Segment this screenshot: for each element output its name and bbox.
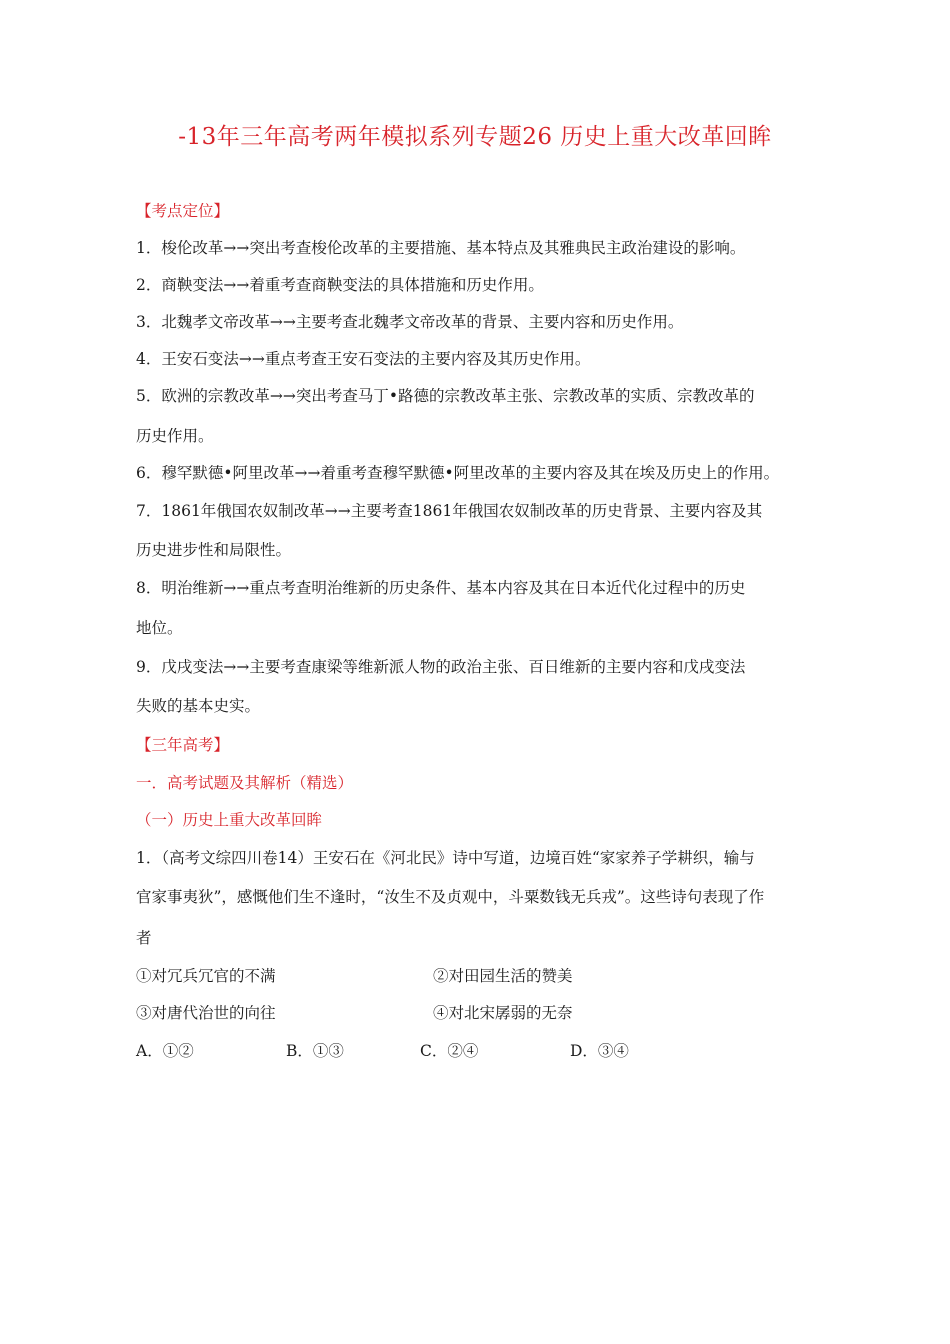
exam-point-line: 7．1861年俄国农奴制改革→→主要考查1861年俄国农奴制改革的历史背景、主要内容及其 [136, 502, 763, 520]
exam-point-line: 失败的基本史实。 [136, 697, 261, 715]
question-text-line: 1．（高考文综四川卷14）王安石在《河北民》诗中写道，边境百姓“家家养子学耕织，输与 [136, 849, 755, 867]
choice-b: B．①③ [286, 1042, 344, 1060]
exam-point-line: 9．戊戌变法→→主要考查康梁等维新派人物的政治主张、百日维新的主要内容和戊戌变法 [136, 658, 746, 676]
exam-point-line: 8．明治维新→→重点考查明治维新的历史条件、基本内容及其在日本近代化过程中的历史 [136, 579, 746, 597]
exam-point-line: 5．欧洲的宗教改革→→突出考查马丁•路德的宗教改革主张、宗教改革的实质、宗教改革的 [136, 387, 755, 405]
choice-a: A．①② [136, 1042, 194, 1060]
sub-heading-reforms: （一）历史上重大改革回眸 [136, 811, 323, 829]
exam-point-line: 1．梭伦改革→→突出考查梭伦改革的主要措施、基本特点及其雅典民主政治建设的影响。 [136, 239, 746, 257]
section-heading-three-years: 【三年高考】 [136, 736, 230, 754]
section-heading-exam-points: 【考点定位】 [136, 202, 230, 220]
sub-heading-exam-questions: 一．高考试题及其解析（精选） [136, 774, 354, 792]
document-title: -13年三年高考两年模拟系列专题26 历史上重大改革回眸 [178, 124, 772, 150]
exam-point-line: 2．商鞅变法→→着重考查商鞅变法的具体措施和历史作用。 [136, 276, 544, 294]
choice-c: C．②④ [420, 1042, 479, 1060]
exam-point-line: 历史进步性和局限性。 [136, 541, 292, 559]
statement-3: ③对唐代治世的向往 [136, 1004, 276, 1022]
exam-point-line: 3．北魏孝文帝改革→→主要考查北魏孝文帝改革的背景、主要内容和历史作用。 [136, 313, 684, 331]
statement-4: ④对北宋孱弱的无奈 [433, 1004, 573, 1022]
exam-point-line: 6．穆罕默德•阿里改革→→着重考查穆罕默德•阿里改革的主要内容及其在埃及历史上的作用。 [136, 464, 780, 482]
question-text-line: 官家事夷狄”，感慨他们生不逢时，“汝生不及贞观中，斗粟数钱无兵戎”。这些诗句表现了作 [136, 888, 765, 906]
choice-d: D．③④ [570, 1042, 629, 1060]
question-text-line: 者 [136, 929, 152, 947]
exam-point-line: 地位。 [136, 619, 183, 637]
statement-1: ①对冗兵冗官的不满 [136, 967, 276, 985]
statement-2: ②对田园生活的赞美 [433, 967, 573, 985]
exam-point-line: 4．王安石变法→→重点考查王安石变法的主要内容及其历史作用。 [136, 350, 591, 368]
exam-point-line: 历史作用。 [136, 427, 214, 445]
